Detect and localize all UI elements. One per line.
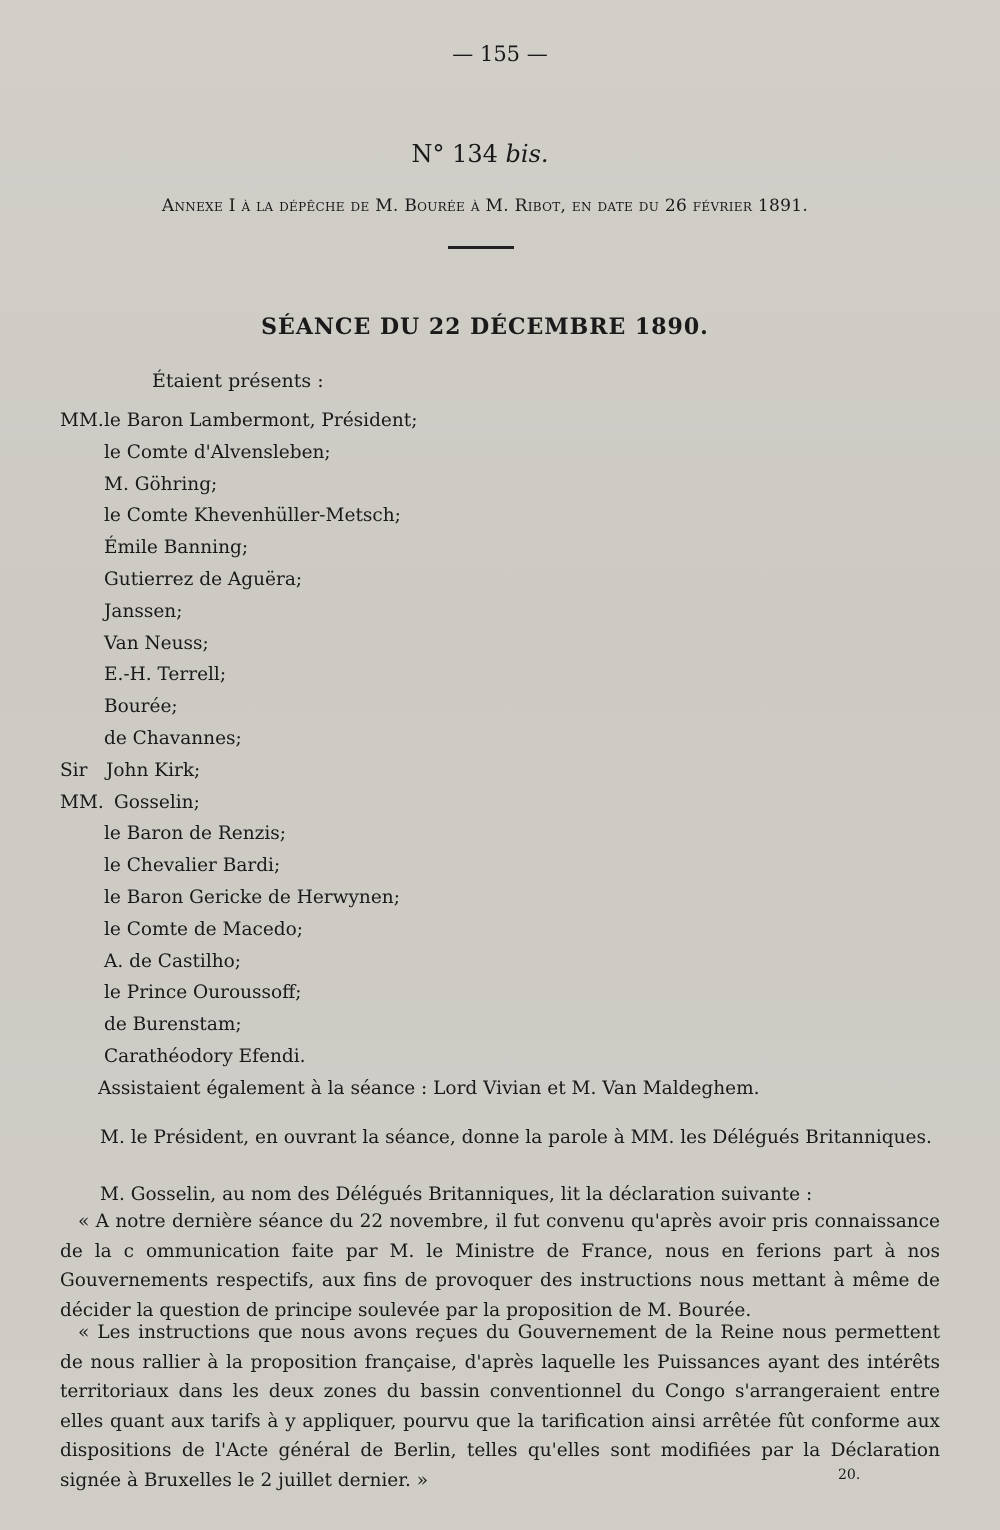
attendee-row [60, 442, 860, 474]
attendee-row [60, 1014, 860, 1046]
attendee-name: le Comte Khevenhüller-Metsch; [104, 505, 401, 527]
attendee-name: le Prince Ouroussoff; [104, 982, 302, 1004]
attendee-row [60, 664, 860, 696]
attendee-row [60, 537, 860, 569]
attendee-name: John Kirk; [106, 759, 201, 781]
attendee-name: A. de Castilho; [104, 950, 242, 972]
attendee-row [60, 601, 860, 633]
attendee-row [60, 474, 860, 506]
annex-heading: Annexe I à la dépêche de M. Bourée à M. Ribot, en date du 26 février 1891. [161, 196, 809, 216]
paragraph-gosselin: M. Gosselin, au nom des Délégués Britanniques, lit la déclaration suivante : [100, 1184, 813, 1205]
attendee-row [60, 792, 860, 824]
present-label: Étaient présents : [152, 370, 324, 392]
paragraph-declaration-1: « A notre dernière séance du 22 novembre, il fut convenu qu'après avoir pris connaissance de la c ommunication faite par M. le Ministre de France, nous en ferions part à nos Gouvernements respectifs, aux fins de provoquer des instructions nous mettant à même de décider la question de principe soulevée par la proposition de M. Bourée. [60, 1211, 940, 1321]
signature-mark: 20. [838, 1467, 861, 1483]
attendee-name: le Comte d'Alvensleben; [104, 441, 331, 463]
attendee-name: M. Göhring; [104, 473, 218, 495]
attendee-name: le Baron de Renzis; [104, 823, 287, 845]
attendee-name: Gosselin; [114, 791, 200, 813]
attendee-name: le Chevalier Bardi; [104, 855, 281, 877]
attendee-name: Bourée; [104, 696, 178, 718]
attendee-row [60, 728, 860, 760]
attendee-row [60, 982, 860, 1014]
attendee-row [60, 760, 860, 792]
attendee-row [60, 855, 860, 887]
attendee-name: Émile Banning; [104, 537, 249, 559]
paragraph-declaration-2: « Les instructions que nous avons reçues du Gouvernement de la Reine nous permettent de nous rallier à la proposition française, d'après laquelle les Puissances ayant des intérêts territoriaux dans les deux zones du bassin conventionnel du Congo s'arrangeraient entre elles quant aux tarifs à y appliquer, pourvu que la tarification ainsi arrêtée fût conforme aux dispositions de l'Acte général de Berlin, telles qu'elles sont modifiées par la Déclaration signée à Bruxelles le 2 juillet dernier. » [60, 1322, 940, 1491]
attendee-row [60, 505, 860, 537]
attendee-name: Gutierrez de Aguëra; [104, 569, 303, 590]
attendee-name: E.-H. Terrell; [104, 664, 227, 686]
attendee-prefix: MM. [60, 410, 104, 431]
attendee-name: le Baron Lambermont, Président; [104, 410, 418, 431]
also-present-line: Assistaient également à la séance : Lord Vivian et M. Van Maldeghem. [98, 1078, 760, 1099]
attendee-name: le Baron Gericke de Herwynen; [104, 887, 400, 908]
attendee-row [60, 823, 860, 855]
section-divider [448, 246, 514, 249]
attendee-row [60, 569, 860, 601]
attendee-prefix: MM. [60, 791, 104, 813]
attendee-name: de Burenstam; [104, 1014, 242, 1036]
attendee-row [60, 887, 860, 919]
attendee-row [60, 410, 860, 442]
attendee-name: le Comte de Macedo; [104, 918, 304, 940]
attendee-row [60, 951, 860, 983]
attendee-name: Carathéodory Efendi. [104, 1046, 306, 1067]
attendee-row [60, 919, 860, 951]
paragraph-president: M. le Président, en ouvrant la séance, donne la parole à MM. les Délégués Britanniques. [100, 1127, 932, 1148]
document-number [0, 140, 960, 168]
page-number: — 155 — [452, 42, 548, 66]
session-title: SÉANCE DU 22 DÉCEMBRE 1890. [261, 314, 709, 340]
attendee-row [60, 633, 860, 665]
attendee-name: Janssen; [104, 600, 183, 622]
attendee-row [60, 1046, 860, 1078]
attendee-prefix: Sir [60, 759, 88, 781]
document-number-suffix: bis. [505, 140, 549, 168]
attendee-name: de Chavannes; [104, 728, 242, 749]
document-number-main: N° 134 [411, 140, 498, 168]
attendee-row [60, 696, 860, 728]
attendee-name: Van Neuss; [104, 632, 209, 654]
